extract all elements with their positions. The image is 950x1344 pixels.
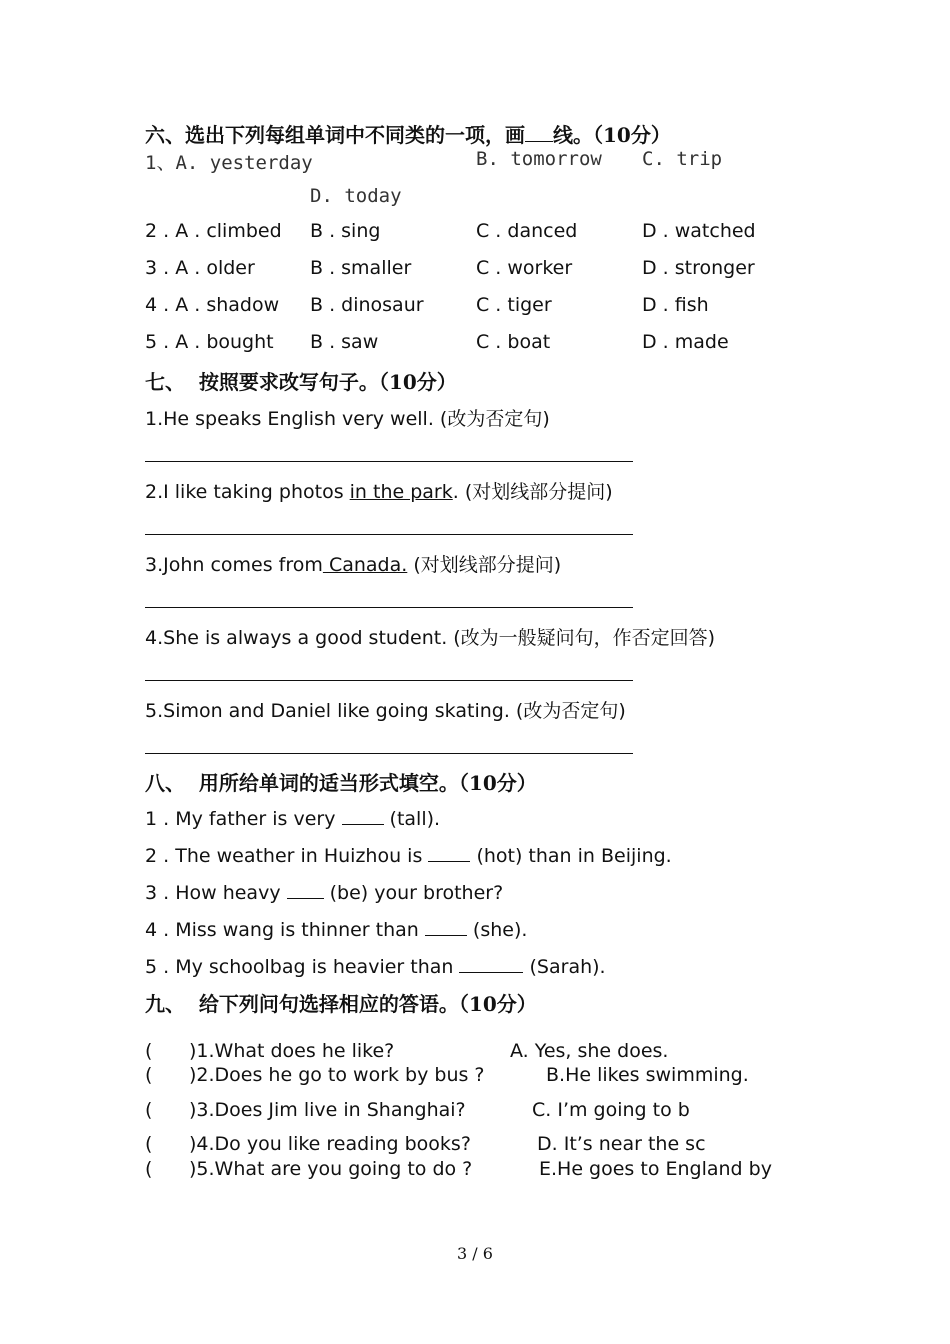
s8-q4-post: (she). <box>466 919 528 941</box>
s8-q1 <box>145 805 440 830</box>
section-8-title: 八、 用所给单词的适当形式填空。（10分） <box>145 771 537 795</box>
fill-blank <box>428 842 470 862</box>
fill-blank <box>287 879 324 899</box>
s8-q2-post: (hot) than in Beijing. <box>470 845 672 867</box>
s8-q2-pre: 2 . The weather in Huizhou is <box>145 845 429 867</box>
s9-q4-question: )4.Do you like reading books? <box>189 1133 471 1155</box>
fill-blank <box>459 953 523 973</box>
s7-q3 <box>145 550 561 577</box>
s6-q5-d: D . made <box>642 331 729 353</box>
s8-q3-post: (be) your brother? <box>323 882 504 904</box>
s8-q4 <box>145 916 527 941</box>
answer-line-5 <box>145 753 633 754</box>
s6-q3-b: B . smaller <box>310 257 412 279</box>
s7-q3-post: (对划线部分提问) <box>407 554 562 576</box>
section-6-title-post: 线。（10分） <box>553 123 671 147</box>
page-number: 3 / 6 <box>457 1244 493 1263</box>
s7-q3-pre: 3.John comes from <box>145 554 323 576</box>
s8-q2 <box>145 842 672 867</box>
s9-q1-paren: ( <box>145 1040 153 1062</box>
title-blank <box>525 121 553 142</box>
s9-q4-answer: D. It’s near the sc <box>537 1133 706 1155</box>
s7-q1: 1.He speaks English very well. (改为否定句) <box>145 408 550 430</box>
s9-q2-paren: ( <box>145 1064 153 1086</box>
s9-q5-answer: E.He goes to England by <box>539 1158 772 1180</box>
s6-q2-d: D . watched <box>642 220 756 242</box>
s9-q3-paren: ( <box>145 1099 153 1121</box>
answer-line-2 <box>145 534 633 535</box>
s6-q4-d: D . fish <box>642 294 709 316</box>
s7-q3-underlined: Canada. <box>322 554 408 576</box>
s7-q4: 4.She is always a good student. (改为一般疑问句，作否定回答) <box>145 627 716 649</box>
s6-q1-c: C. trip <box>642 148 723 170</box>
s6-q3-a: 3 . A . older <box>145 257 255 279</box>
answer-line-1 <box>145 461 633 462</box>
s7-q2-pre: 2.I like taking photos <box>145 481 350 503</box>
s9-q1-answer: A. Yes, she does. <box>510 1040 669 1062</box>
s8-q3 <box>145 879 503 904</box>
s7-q2 <box>145 477 613 504</box>
s6-q4-c: C . tiger <box>476 294 552 316</box>
s9-q5-question: )5.What are you going to do ? <box>189 1158 473 1180</box>
s8-q1-pre: 1 . My father is very <box>145 808 342 830</box>
s8-q4-pre: 4 . Miss wang is thinner than <box>145 919 425 941</box>
s8-q3-pre: 3 . How heavy <box>145 882 287 904</box>
s6-q5-a: 5 . A . bought <box>145 331 274 353</box>
s9-q3-answer: C. I’m going to b <box>532 1099 690 1121</box>
s6-q2-a: 2 . A . climbed <box>145 220 282 242</box>
s7-q5: 5.Simon and Daniel like going skating. (改为否定句) <box>145 700 626 722</box>
s9-q5-paren: ( <box>145 1158 153 1180</box>
fill-blank <box>342 805 384 825</box>
s9-q1-question: )1.What does he like? <box>189 1040 395 1062</box>
section-6-title-pre: 六、选出下列每组单词中不同类的一项，画 <box>145 123 525 147</box>
s8-q5-pre: 5 . My schoolbag is heavier than <box>145 956 460 978</box>
s6-q1-a: 1、A. yesterday <box>145 152 313 174</box>
s6-q2-c: C . danced <box>476 220 578 242</box>
s8-q5-post: (Sarah). <box>523 956 606 978</box>
s6-q5-c: C . boat <box>476 331 551 353</box>
section-7-title: 七、 按照要求改写句子。（10分） <box>145 370 457 394</box>
s9-q3-question: )3.Does Jim live in Shanghai? <box>189 1099 466 1121</box>
s9-q2-answer: B.He likes swimming. <box>546 1064 749 1086</box>
s7-q2-underlined: in the park <box>349 481 453 503</box>
s9-q2-question: )2.Does he go to work by bus ? <box>189 1064 485 1086</box>
s6-q5-b: B . saw <box>310 331 379 353</box>
section-9-title: 九、 给下列问句选择相应的答语。（10分） <box>145 992 537 1016</box>
s6-q4-a: 4 . A . shadow <box>145 294 280 316</box>
s9-q4-paren: ( <box>145 1133 153 1155</box>
section-6-title <box>145 119 671 148</box>
answer-line-4 <box>145 680 633 681</box>
s8-q5 <box>145 953 606 978</box>
s6-q4-b: B . dinosaur <box>310 294 424 316</box>
s6-q3-d: D . stronger <box>642 257 755 279</box>
s8-q1-post: (tall). <box>383 808 441 830</box>
answer-line-3 <box>145 607 633 608</box>
s7-q2-post: . (对划线部分提问) <box>452 481 613 503</box>
fill-blank <box>425 916 467 936</box>
s6-q1-d: D. today <box>310 185 402 207</box>
s6-q2-b: B . sing <box>310 220 381 242</box>
s6-q3-c: C . worker <box>476 257 573 279</box>
s6-q1-b: B. tomorrow <box>476 148 602 170</box>
